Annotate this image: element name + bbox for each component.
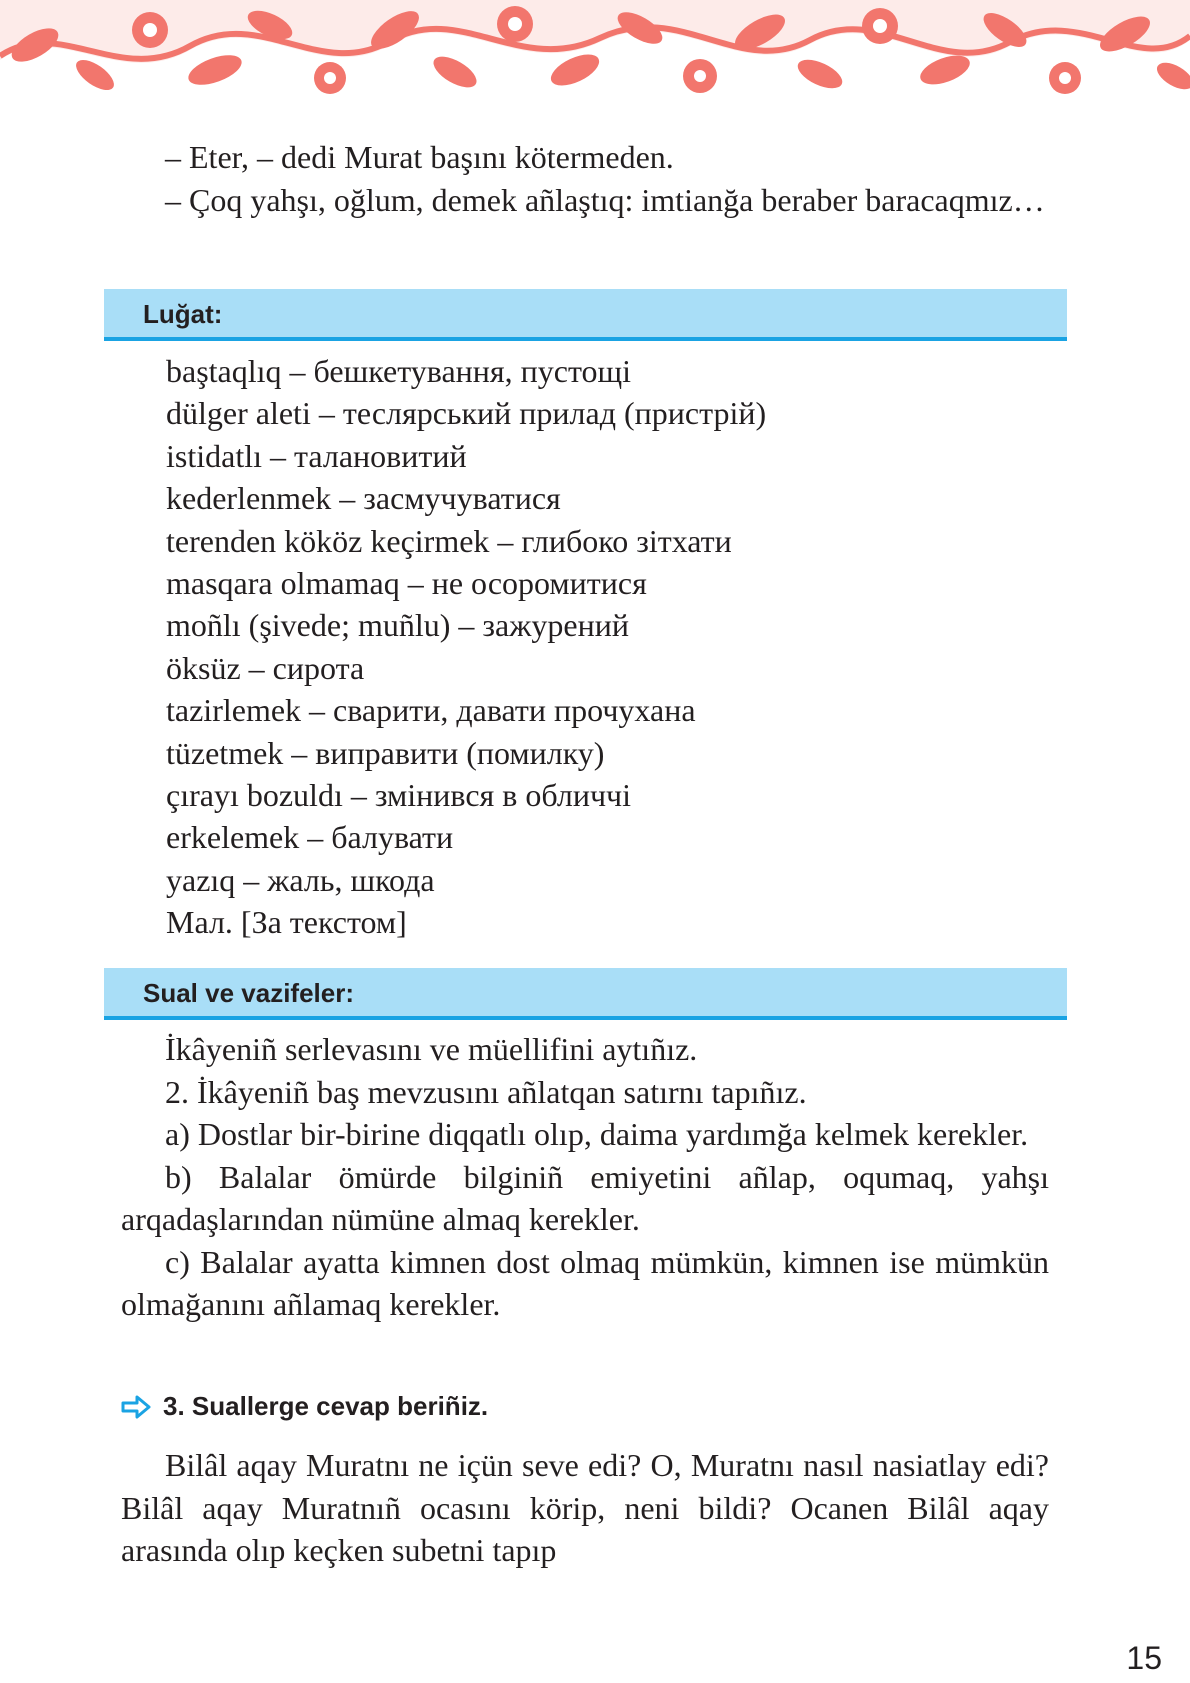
paragraph: Bilâl aqay Muratnı ne içün seve edi? O, Muratnı nasıl nasiatlay edi? Bilâl aqay Muratnıñ ocasını körip, neni bildi? Ocanen Bilâl aqay arasında olıp keçken subetni tapıp — [121, 1447, 1049, 1568]
question-item: c) Balalar ayatta kimnen dost olmaq mümkün, kimnen ise mümkün olmağanını añlamaq kerekler. — [121, 1243, 1049, 1322]
vocabulary-entry: kederlenmek – засмучуватися — [166, 480, 561, 517]
page-number: 15 — [1126, 1640, 1162, 1676]
vocabulary-entry: tüzetmek – виправити (помилку) — [166, 734, 605, 771]
vocabulary-entry: dülger aleti – теслярський прилад (пристрій) — [166, 395, 767, 432]
vocabulary-entry: baştaqlıq – бешкетування, пустощі — [166, 353, 632, 389]
vocabulary-entry: terenden kököz keçirmek – глибоко зітхати — [166, 522, 732, 559]
question-item: b) Balalar ömürde bilginiñ emiyetini añlap, oqumaq, yahşı arqadaşlarından nümüne almaq kerekler. — [121, 1158, 1049, 1237]
questions-list — [121, 1028, 1049, 1326]
vocabulary-entry: istidatlı – талановитий — [166, 437, 467, 474]
task-3-text: 3. Suallerge cevap beriñiz. — [163, 1391, 489, 1421]
question-item: İkâyeniñ serlevasını ve müellifini aytıñız. — [165, 1031, 698, 1067]
task-3-body — [121, 1444, 1049, 1572]
vocabulary-entry: erkelemek – балувати — [166, 819, 454, 856]
question-item: 2. İkâyeniñ baş mevzusını añlatqan satırnı tapıñız. — [165, 1073, 807, 1110]
questions-heading: Sual ve vazifeler: — [143, 978, 354, 1008]
vocabulary-entry: moñlı (şivede; muñlu) – зажурений — [166, 607, 629, 644]
vocabulary-entry: masqara olmamaq – не осоромитися — [166, 565, 647, 602]
top-text — [121, 136, 1049, 221]
vocabulary-entry: çırayı bozuldı – змінився в обличчі — [166, 777, 632, 814]
arrow-right-icon — [121, 1395, 151, 1419]
vocabulary-list — [166, 350, 1066, 944]
vocabulary-entry: Мал. [За текстом] — [166, 904, 407, 941]
floral-ornament — [0, 0, 1190, 108]
vocabulary-heading: Luğat: — [143, 299, 223, 329]
paragraph: – Eter, – dedi Murat başını kötermeden. — [165, 139, 674, 175]
vocabulary-header — [104, 289, 1067, 341]
question-item: a) Dostlar bir-birine diqqatlı olıp, daima yardımğa kelmek kerekler. — [165, 1116, 1029, 1152]
task-3-label — [121, 1391, 488, 1422]
vocabulary-entry: öksüz – сирота — [166, 649, 365, 686]
questions-header — [104, 968, 1067, 1020]
vocabulary-entry: yazıq – жаль, шкода — [166, 861, 435, 898]
paragraph: – Çoq yahşı, oğlum, demek añlaştıq: imtianğa beraber baracaqmız… — [165, 181, 1045, 218]
vocabulary-entry: tazirlemek – сварити, давати прочухана — [166, 692, 696, 729]
